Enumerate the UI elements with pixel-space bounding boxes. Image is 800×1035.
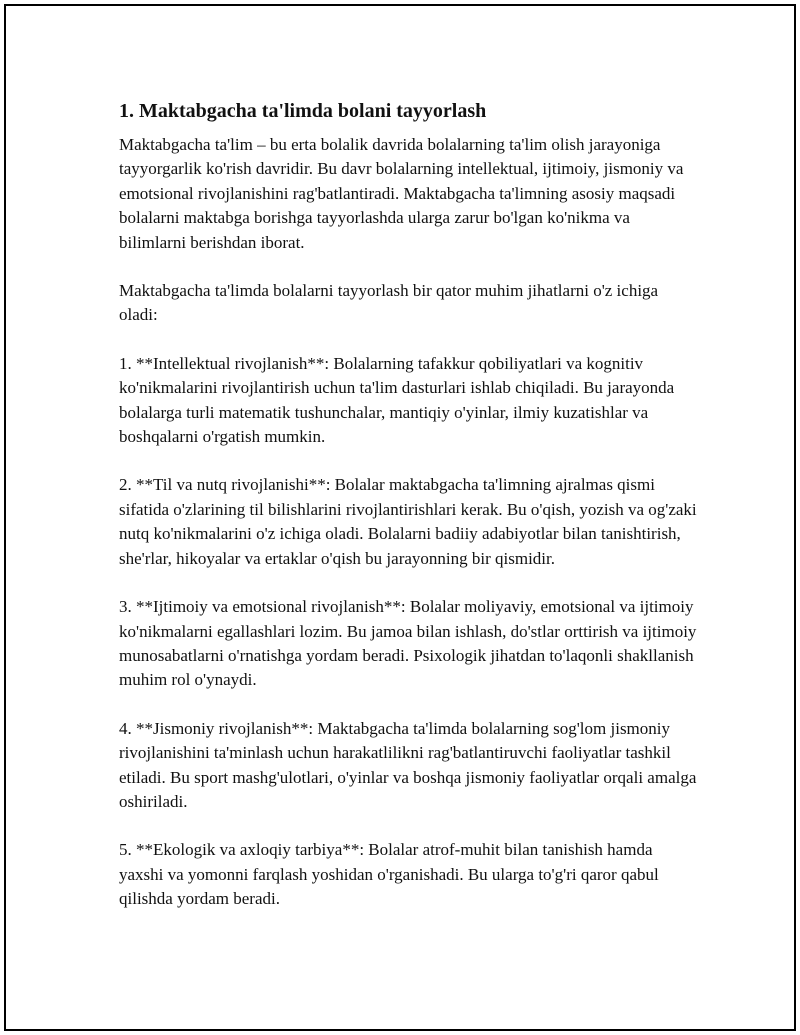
list-item-ecological-moral: 5. **Ekologik va axloqiy tarbiya**: Bolalar atrof-muhit bilan tanishish hamda yaxshi va yomonni farqlash yoshidan o'rganishadi. Bu ularga to'g'ri qaror qabul qilishda yordam beradi. [119,840,659,909]
document-title: 1. Maktabgacha ta'limda bolani tayyorlash [119,100,487,122]
list-item-social-emotional: 3. **Ijtimoiy va emotsional rivojlanish**: Bolalar moliyaviy, emotsional va ijtimoiy ko'nikmalarni egallashlari lozim. Bu jamoa bilan ishlash, do'stlar orttirish va ijtimoiy munosabatlarni o'rnatishga yordam beradi. Psixologik jihatdan to'laqonli shakllanish muhim rol o'ynaydi. [119,597,697,690]
document-body [119,97,699,936]
list-item-intellectual: 1. **Intellektual rivojlanish**: Bolalarning tafakkur qobiliyatlari va kognitiv ko'nikmalarini rivojlantirish uchun ta'lim dasturlari ishlab chiqiladi. Bu jarayonda bolalarga turli matematik tushunchalar, mantiqiy o'yinlar, ilmiy kuzatishlar va boshqalarni o'rgatish mumkin. [119,353,675,447]
page-frame [4,4,796,1031]
intro-paragraph: Maktabgacha ta'lim – bu erta bolalik davrida bolalarning ta'lim olish jarayoniga tayyorgarlik ko'rish davridir. Bu davr bolalarning intellektual, ijtimoiy, jismoniy va emotsional rivojlanishini rag'batlantiradi. Maktabgacha ta'limning asosiy maqsadi bolalarni maktabga borishga tayyorlashda ularga zarur bo'lgan ko'nikma va bilimlarni berishdan iborat. [119,135,684,252]
list-item-language: 2. **Til va nutq rivojlanishi**: Bolalar maktabgacha ta'limning ajralmas qismi sifatida o'zlarining til bilishlarini rivojlantirishlari kerak. Bu o'qish, yozish va og'zaki nutq ko'nikmalarini o'z ichiga oladi. Bolalarni badiiy adabiyotlar bilan tanishtirish, she'rlar, hikoyalar va ertaklar o'qish bu jarayonning bir qismidir. [119,475,697,568]
list-intro-paragraph: Maktabgacha ta'limda bolalarni tayyorlash bir qator muhim jihatlarni o'z ichiga oladi: [119,281,659,325]
list-item-physical: 4. **Jismoniy rivojlanish**: Maktabgacha ta'limda bolalarning sog'lom jismoniy rivojlanishini ta'minlash uchun harakatlilikni rag'batlantiruvchi faoliyatlar tashkil etiladi. Bu sport mashg'ulotlari, o'yinlar va boshqa jismoniy faoliyatlar orqali amalga oshiriladi. [119,718,697,811]
